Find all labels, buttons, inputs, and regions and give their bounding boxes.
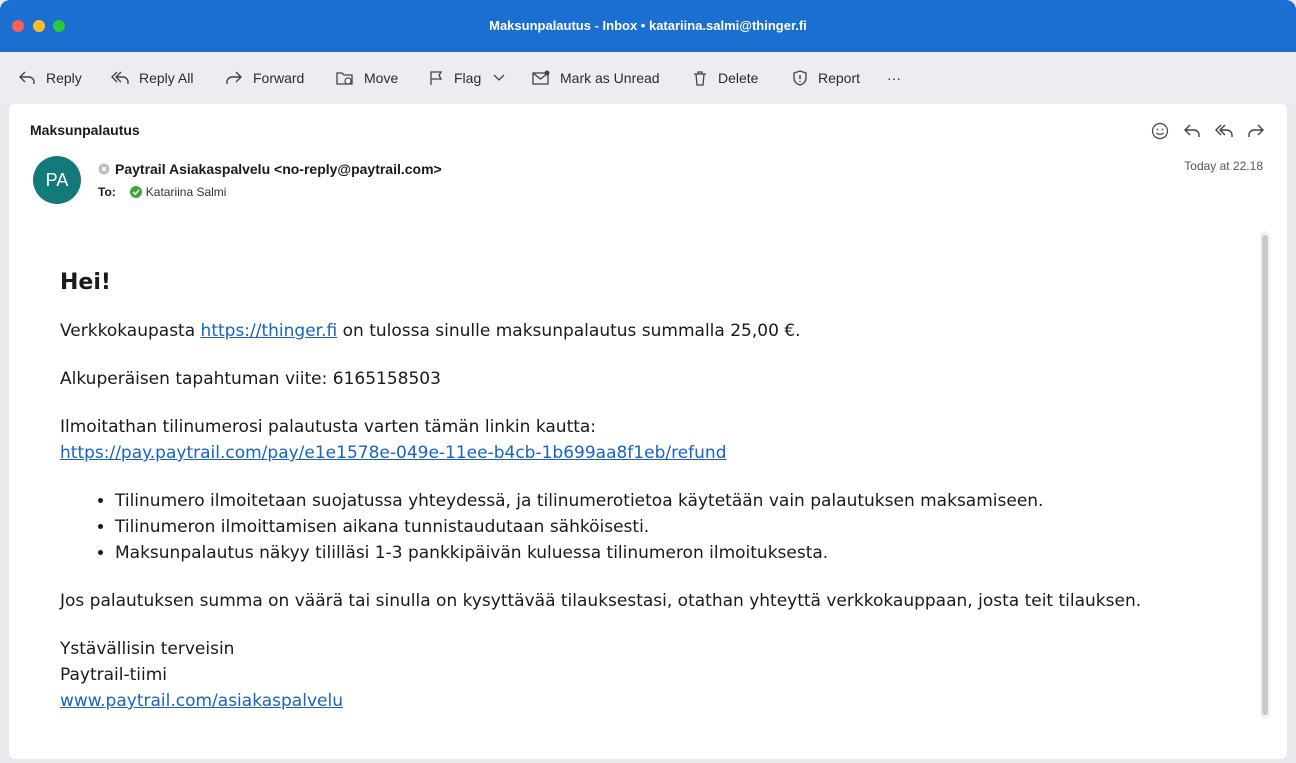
report-label: Report [818,70,861,86]
flag-button[interactable] [428,64,505,92]
flag-label: Flag [454,70,482,86]
sender-row [98,161,442,177]
forward-label: Forward [253,70,305,86]
emoji-reaction-icon[interactable] [1149,120,1171,142]
body-text: on tulossa sinulle maksunpalautus summalla 25,00 €. [337,321,801,341]
reply-all-button[interactable] [111,64,193,92]
shield-icon [792,70,808,86]
folder-move-icon [336,70,354,86]
body-text: Verkkokaupasta [60,321,201,341]
message-subject: Maksunpalautus [30,122,140,138]
sender-avatar[interactable]: PA [33,156,81,204]
reply-label: Reply [46,70,82,86]
move-button[interactable] [336,64,398,92]
window-title: Maksunpalautus - Inbox • katariina.salmi@thinger.fi [489,18,807,33]
body-paragraph [60,414,1240,466]
delete-button[interactable] [692,64,758,92]
reply-all-icon [111,70,129,86]
forward-icon [225,70,243,86]
body-paragraph: Jos palautuksen summa on väärä tai sinulla on kysyttävää tilauksestasi, otathan yhteyttä verkkokauppaan, josta teit tilauksen. [60,591,1142,611]
close-circle-icon [98,163,110,175]
body-greeting: Hei! [60,270,111,295]
reply-all-label: Reply All [139,70,194,86]
scrollbar[interactable] [1260,231,1270,719]
message-toolbar [0,52,1296,104]
more-actions-label: ··· [887,70,901,86]
checkmark-circle-icon [130,186,142,198]
info-list [115,488,1240,566]
list-item: • Maksunpalautus näkyy tililläsi 1-3 pankkipäivän kuluessa tilinumeron ilmoituksesta. [115,540,1240,566]
window-edge [0,104,9,763]
flag-icon [428,70,444,86]
reply-icon[interactable] [1181,120,1203,142]
reply-button[interactable] [18,64,82,92]
signature-line: Paytrail-tiimi [60,665,168,685]
chevron-down-icon[interactable] [493,74,505,82]
message-body [60,268,1240,714]
move-label: Move [364,70,399,86]
recipient-name[interactable]: Katariina Salmi [145,185,227,199]
delete-label: Delete [718,70,759,86]
body-paragraph [60,318,1240,344]
forward-button[interactable] [225,64,304,92]
trash-icon [692,70,708,86]
body-text: Ilmoitathan tilinumerosi palautusta varten tämän linkin kautta: [60,417,597,437]
mark-unread-button[interactable] [532,64,660,92]
reply-icon [18,70,36,86]
signature-line: Ystävällisin terveisin [60,639,235,659]
scrollbar-thumb[interactable] [1262,235,1268,715]
forward-icon[interactable] [1245,120,1267,142]
more-actions-button[interactable] [887,64,901,92]
list-item: • Tilinumero ilmoitetaan suojatussa yhteydessä, ja tilinumerotietoa käytetään vain palautuksen maksamiseen. [115,488,1240,514]
message-date: Today at 22.18 [1184,159,1263,173]
refund-link[interactable]: https://pay.paytrail.com/pay/e1e1578e-049e-11ee-b4cb-1b699aa8f1eb/refund [60,443,727,463]
header-actions [1149,120,1267,142]
body-paragraph: Alkuperäisen tapahtuman viite: 6165158503 [60,369,441,389]
to-label: To: [98,185,116,199]
reply-all-icon[interactable] [1213,120,1235,142]
list-item: • Tilinumeron ilmoittamisen aikana tunnistaudutaan sähköisesti. [115,514,1240,540]
recipient-row [98,185,226,199]
mark-unread-label: Mark as Unread [560,70,660,86]
sender-name[interactable]: Paytrail Asiakaspalvelu <no-reply@paytrail.com> [115,161,442,177]
report-button[interactable] [792,64,860,92]
shop-link[interactable]: https://thinger.fi [200,321,338,341]
support-link[interactable]: www.paytrail.com/asiakaspalvelu [60,691,343,711]
window-titlebar [0,0,1296,52]
signature [60,636,1240,714]
envelope-icon [532,70,550,86]
reading-pane [9,104,1287,759]
